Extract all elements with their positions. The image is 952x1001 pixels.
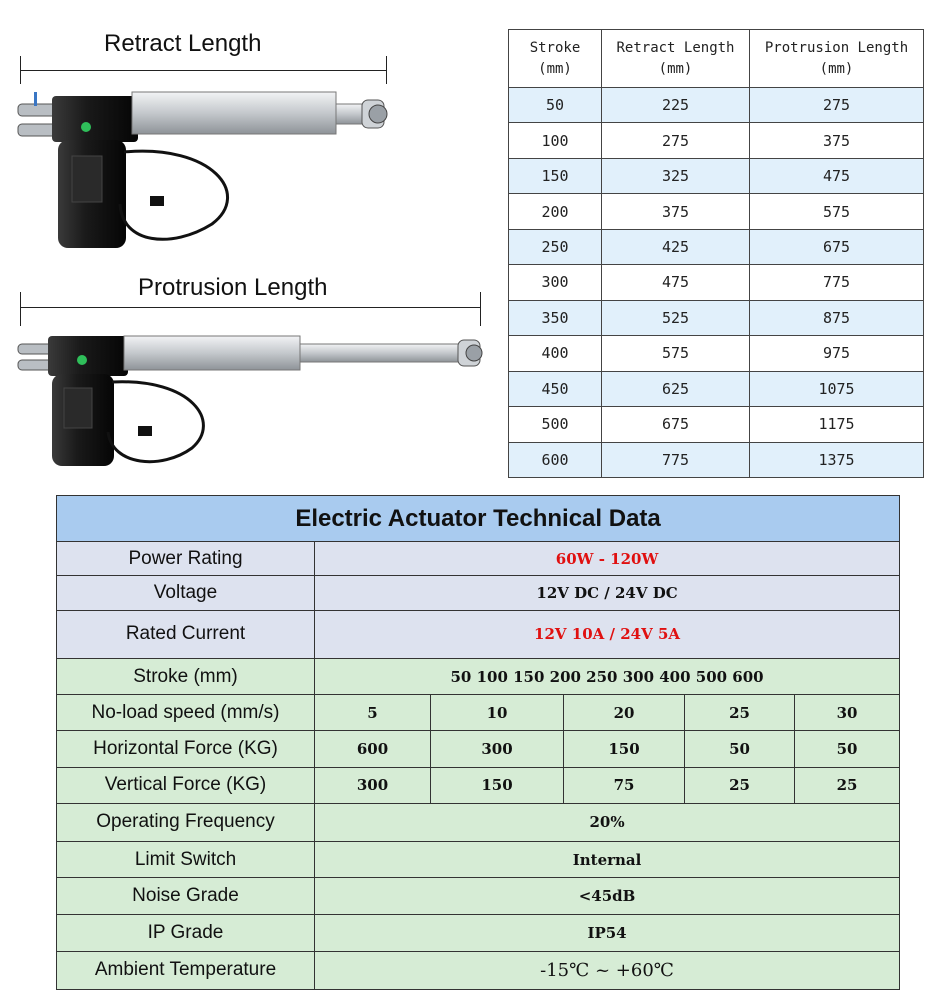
voltage-label: Voltage bbox=[57, 576, 315, 610]
protrusion-cell: 375 bbox=[750, 123, 924, 158]
table-row bbox=[509, 336, 924, 371]
table-row bbox=[509, 194, 924, 229]
stroke-cell: 450 bbox=[509, 371, 602, 406]
power-rating-label: Power Rating bbox=[57, 542, 315, 576]
stroke-value: 50 100 150 200 250 300 400 500 600 bbox=[315, 658, 900, 694]
retract-cell: 575 bbox=[602, 336, 750, 371]
protrusion-length-label: Protrusion Length bbox=[138, 274, 328, 301]
retract-cell: 375 bbox=[602, 194, 750, 229]
table-row bbox=[509, 371, 924, 406]
limit-switch-value: Internal bbox=[315, 842, 900, 878]
retract-cell: 425 bbox=[602, 229, 750, 264]
retract-cell: 525 bbox=[602, 300, 750, 335]
stroke-length-table bbox=[508, 29, 924, 478]
protrusion-cell: 1175 bbox=[750, 407, 924, 442]
stroke-cell: 350 bbox=[509, 300, 602, 335]
stroke-cell: 500 bbox=[509, 407, 602, 442]
protrusion-cell: 775 bbox=[750, 265, 924, 300]
retract-cell: 475 bbox=[602, 265, 750, 300]
retract-cell: 625 bbox=[602, 371, 750, 406]
ambient-temperature-value: -15℃ ~ +60℃ bbox=[315, 951, 900, 989]
stroke-cell: 150 bbox=[509, 158, 602, 193]
speed-label: No-load speed (mm/s) bbox=[57, 695, 315, 731]
header-stroke: Stroke (mm) bbox=[509, 30, 602, 88]
table-row bbox=[509, 158, 924, 193]
stroke-table-header-row bbox=[509, 30, 924, 88]
retract-cell: 325 bbox=[602, 158, 750, 193]
technical-data-table bbox=[56, 495, 900, 990]
horizontal-force-label: Horizontal Force (KG) bbox=[57, 731, 315, 767]
noise-grade-label: Noise Grade bbox=[57, 878, 315, 915]
protrusion-cell: 1375 bbox=[750, 442, 924, 477]
table-row bbox=[509, 300, 924, 335]
operating-frequency-label: Operating Frequency bbox=[57, 803, 315, 841]
voltage-value: 12V DC / 24V DC bbox=[315, 576, 900, 610]
header-protrusion-length: Protrusion Length (mm) bbox=[750, 30, 924, 88]
power-rating-value: 60W - 120W bbox=[315, 542, 900, 576]
rated-current-label: Rated Current bbox=[57, 610, 315, 658]
protrusion-cell: 875 bbox=[750, 300, 924, 335]
horizontal-force-value: 300 bbox=[431, 731, 564, 767]
speed-value: 5 bbox=[315, 695, 431, 731]
table-row bbox=[509, 442, 924, 477]
operating-frequency-value: 20% bbox=[315, 803, 900, 841]
retract-cell: 225 bbox=[602, 88, 750, 123]
table-row bbox=[57, 842, 900, 878]
retract-length-label: Retract Length bbox=[104, 30, 262, 57]
stroke-cell: 100 bbox=[509, 123, 602, 158]
table-row bbox=[509, 229, 924, 264]
noise-grade-value: <45dB bbox=[315, 878, 900, 915]
table-row bbox=[57, 542, 900, 576]
stroke-cell: 250 bbox=[509, 229, 602, 264]
vertical-force-value: 75 bbox=[564, 767, 685, 803]
table-row bbox=[57, 576, 900, 610]
table-row bbox=[57, 610, 900, 658]
retract-dimension-tick-left bbox=[20, 56, 21, 84]
speed-value: 20 bbox=[564, 695, 685, 731]
protrusion-cell: 975 bbox=[750, 336, 924, 371]
actuator-retracted-image bbox=[12, 84, 402, 254]
header-retract-length: Retract Length (mm) bbox=[602, 30, 750, 88]
ip-grade-value: IP54 bbox=[315, 915, 900, 951]
retract-cell: 775 bbox=[602, 442, 750, 477]
stroke-cell: 200 bbox=[509, 194, 602, 229]
table-row bbox=[509, 123, 924, 158]
table-row bbox=[57, 767, 900, 803]
table-row bbox=[509, 407, 924, 442]
protrusion-dimension-tick-left bbox=[20, 292, 21, 326]
table-row bbox=[57, 695, 900, 731]
rated-current-value: 12V 10A / 24V 5A bbox=[315, 610, 900, 658]
vertical-force-value: 25 bbox=[795, 767, 900, 803]
vertical-force-label: Vertical Force (KG) bbox=[57, 767, 315, 803]
protrusion-dimension-line bbox=[20, 307, 480, 308]
limit-switch-label: Limit Switch bbox=[57, 842, 315, 878]
horizontal-force-value: 600 bbox=[315, 731, 431, 767]
protrusion-dimension-tick-right bbox=[480, 292, 481, 326]
actuator-extended-image bbox=[12, 330, 492, 476]
table-row bbox=[57, 731, 900, 767]
speed-value: 25 bbox=[685, 695, 795, 731]
stroke-cell: 50 bbox=[509, 88, 602, 123]
stroke-cell: 400 bbox=[509, 336, 602, 371]
table-row bbox=[509, 265, 924, 300]
vertical-force-value: 150 bbox=[431, 767, 564, 803]
horizontal-force-value: 150 bbox=[564, 731, 685, 767]
protrusion-cell: 575 bbox=[750, 194, 924, 229]
protrusion-cell: 1075 bbox=[750, 371, 924, 406]
speed-value: 30 bbox=[795, 695, 900, 731]
table-row bbox=[57, 803, 900, 841]
ip-grade-label: IP Grade bbox=[57, 915, 315, 951]
ambient-temperature-label: Ambient Temperature bbox=[57, 951, 315, 989]
speed-value: 10 bbox=[431, 695, 564, 731]
stroke-label: Stroke (mm) bbox=[57, 658, 315, 694]
table-row bbox=[57, 658, 900, 694]
table-row bbox=[57, 878, 900, 915]
stroke-cell: 300 bbox=[509, 265, 602, 300]
protrusion-cell: 275 bbox=[750, 88, 924, 123]
horizontal-force-value: 50 bbox=[795, 731, 900, 767]
vertical-force-value: 300 bbox=[315, 767, 431, 803]
table-row bbox=[57, 951, 900, 989]
table-row bbox=[509, 88, 924, 123]
table-row bbox=[57, 915, 900, 951]
horizontal-force-value: 50 bbox=[685, 731, 795, 767]
retract-dimension-line bbox=[20, 70, 386, 71]
protrusion-cell: 475 bbox=[750, 158, 924, 193]
protrusion-cell: 675 bbox=[750, 229, 924, 264]
vertical-force-value: 25 bbox=[685, 767, 795, 803]
stroke-cell: 600 bbox=[509, 442, 602, 477]
retract-cell: 275 bbox=[602, 123, 750, 158]
retract-dimension-tick-right bbox=[386, 56, 387, 84]
retract-cell: 675 bbox=[602, 407, 750, 442]
tech-title-row bbox=[57, 496, 900, 542]
tech-table-title: Electric Actuator Technical Data bbox=[57, 496, 900, 542]
